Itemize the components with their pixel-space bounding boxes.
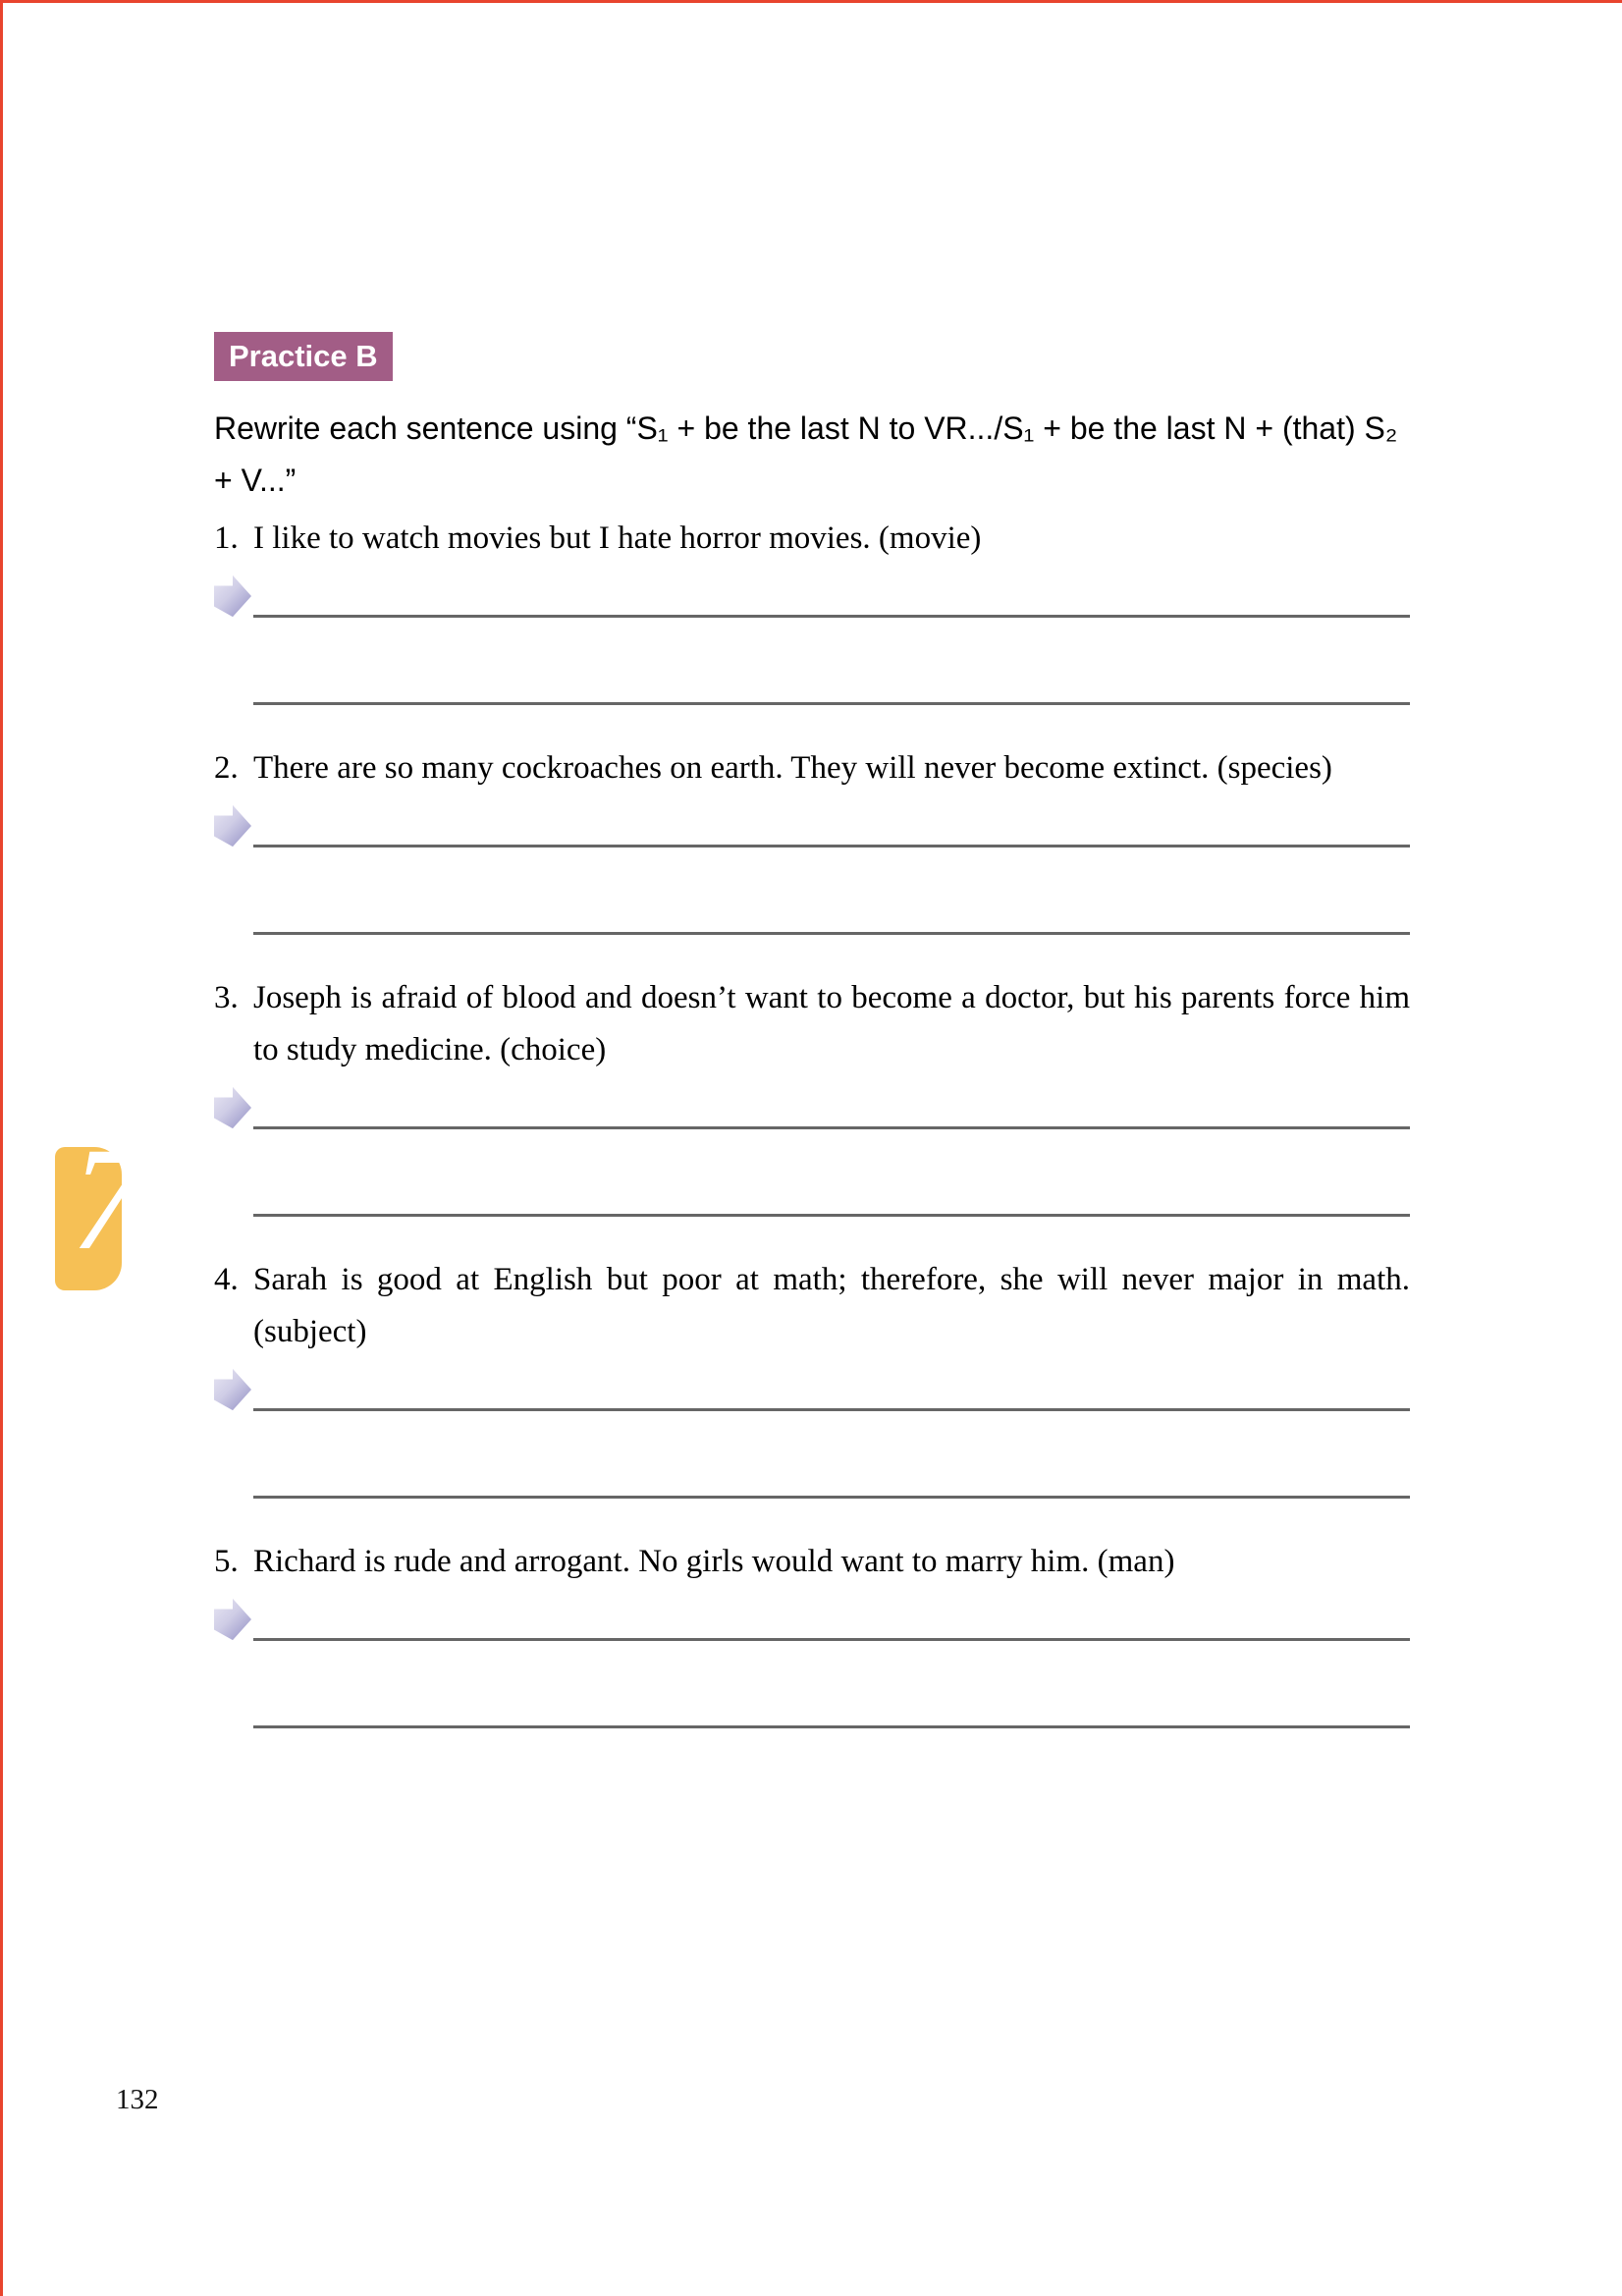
item-text: [214, 1254, 1410, 1358]
answer-line-1[interactable]: [253, 615, 1410, 618]
item-sentence: Richard is rude and arrogant. No girls would want to marry him. (man): [253, 1544, 1175, 1579]
answer-row: [214, 1596, 1410, 1641]
item-sentence: There are so many cockroaches on earth. They will never become extinct. (species): [253, 750, 1332, 786]
answer-line-2[interactable]: [253, 1496, 1410, 1499]
answer-line-2[interactable]: [253, 1214, 1410, 1217]
chapter-tab-number: 7: [71, 1118, 144, 1281]
item-text: [214, 513, 1410, 565]
answer-arrow-icon: [214, 1598, 251, 1641]
item-sentence: Joseph is afraid of blood and doesn’t want to become a doctor, but his parents force him to study medicine. (choice): [253, 980, 1410, 1067]
item-sentence: I like to watch movies but I hate horror movies. (movie): [253, 520, 982, 556]
item-text: [214, 1536, 1410, 1588]
item-number: 2.: [214, 750, 239, 786]
exercise-item: [214, 1536, 1410, 1728]
practice-instructions: Rewrite each sentence using “S₁ + be the last N to VR.../S₁ + be the last N + (that) S₂ + V...”: [214, 410, 1398, 498]
answer-arrow-icon: [214, 1086, 251, 1129]
page-number: 132: [116, 2084, 159, 2115]
answer-row: [214, 1084, 1410, 1129]
item-number: 4.: [214, 1262, 239, 1297]
answer-arrow-icon: [214, 1368, 251, 1411]
exercise-item: [214, 513, 1410, 705]
page-edge-top: [0, 0, 1622, 3]
answer-line-1[interactable]: [253, 845, 1410, 847]
answer-line-2[interactable]: [253, 1725, 1410, 1728]
exercise-item: [214, 972, 1410, 1217]
item-sentence: Sarah is good at English but poor at math; therefore, she will never major in math. (subject): [253, 1262, 1410, 1349]
practice-badge: Practice B: [214, 332, 393, 381]
answer-arrow-icon: [214, 574, 251, 618]
answer-row: [214, 573, 1410, 618]
item-number: 1.: [214, 520, 239, 556]
answer-row: [214, 1366, 1410, 1411]
page-edge-left: [0, 0, 3, 2296]
practice-section: [214, 332, 1410, 1728]
item-text: [214, 972, 1410, 1076]
answer-line-1[interactable]: [253, 1408, 1410, 1411]
item-text: [214, 742, 1410, 794]
answer-line-2[interactable]: [253, 702, 1410, 705]
answer-line-2[interactable]: [253, 932, 1410, 935]
item-number: 3.: [214, 980, 239, 1015]
exercise-item: [214, 742, 1410, 935]
item-number: 5.: [214, 1544, 239, 1579]
chapter-tab: [55, 1118, 144, 1290]
exercise-item: [214, 1254, 1410, 1499]
answer-line-1[interactable]: [253, 1638, 1410, 1641]
exercise-list: [214, 513, 1410, 1728]
answer-row: [214, 802, 1410, 847]
answer-line-1[interactable]: [253, 1126, 1410, 1129]
answer-arrow-icon: [214, 804, 251, 847]
